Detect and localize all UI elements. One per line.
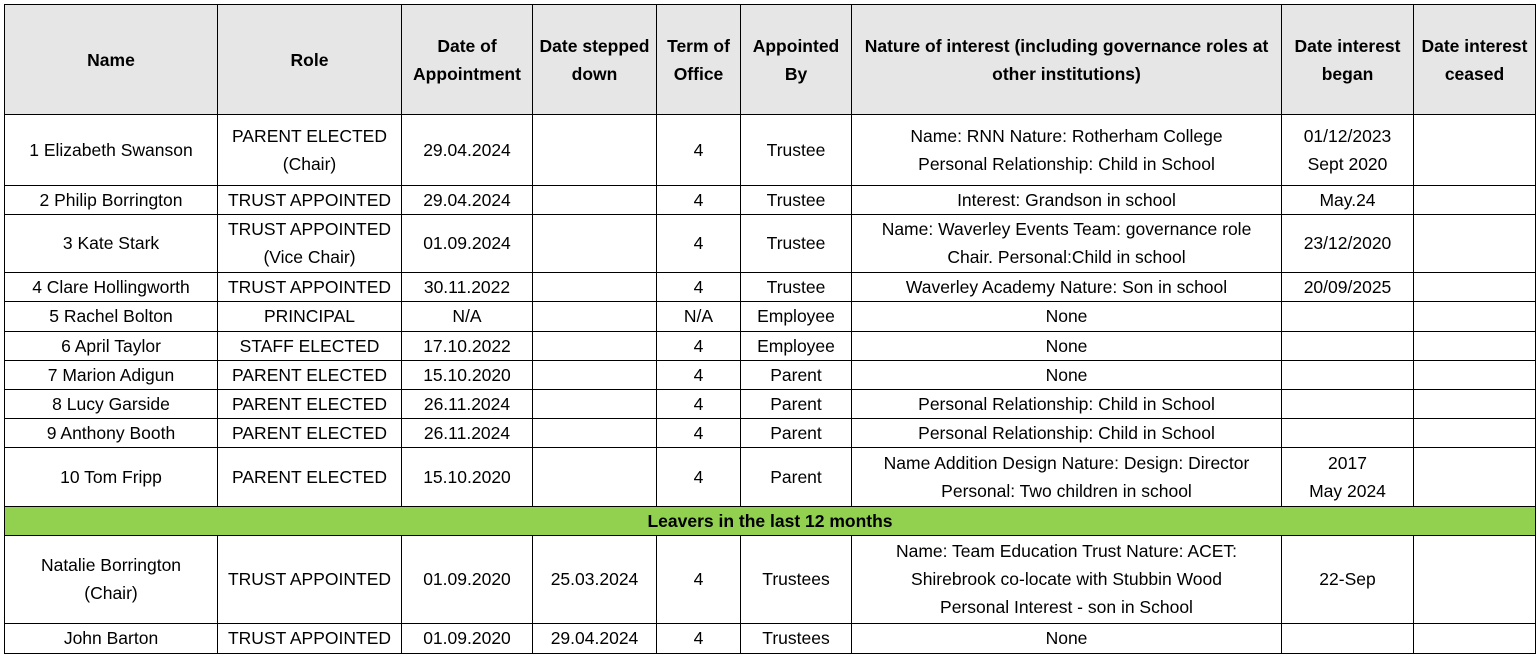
name-cell: 2 Philip Borrington — [5, 185, 218, 214]
leavers-body — [5, 536, 1536, 654]
table-row — [5, 185, 1536, 214]
date-interest-began-cell: 23/12/2020 — [1282, 214, 1414, 272]
date-of-appointment-cell: 01.09.2020 — [402, 536, 533, 624]
table-row — [5, 360, 1536, 389]
date-stepped-down-cell — [533, 360, 657, 389]
appointed-by-cell: Trustee — [741, 115, 852, 186]
date-stepped-down-cell — [533, 273, 657, 302]
role-cell: PRINCIPAL — [218, 302, 402, 331]
table-row — [5, 536, 1536, 624]
date-stepped-down-cell — [533, 448, 657, 507]
role-cell: PARENT ELECTED — [218, 448, 402, 507]
governors-interest-table — [4, 4, 1536, 654]
date-of-appointment-cell: 29.04.2024 — [402, 185, 533, 214]
role-cell: PARENT ELECTED — [218, 419, 402, 448]
appointed-by-cell: Employee — [741, 331, 852, 360]
nature-of-interest-cell: Personal Relationship: Child in School — [852, 419, 1282, 448]
appointed-by-cell: Trustee — [741, 214, 852, 272]
appointed-by-cell: Parent — [741, 448, 852, 507]
members-body — [5, 115, 1536, 507]
appointed-by-cell: Employee — [741, 302, 852, 331]
name-cell: 5 Rachel Bolton — [5, 302, 218, 331]
date-interest-began-cell — [1282, 389, 1414, 418]
header-row — [5, 5, 1536, 115]
table-row — [5, 448, 1536, 507]
header-term-of-office: Term of Office — [657, 5, 741, 115]
term-of-office-cell: N/A — [657, 302, 741, 331]
table-row — [5, 419, 1536, 448]
date-interest-ceased-cell — [1414, 302, 1536, 331]
name-cell: 4 Clare Hollingworth — [5, 273, 218, 302]
date-stepped-down-cell — [533, 214, 657, 272]
name-cell: 9 Anthony Booth — [5, 419, 218, 448]
name-cell: 10 Tom Fripp — [5, 448, 218, 507]
date-interest-began-cell: 20/09/2025 — [1282, 273, 1414, 302]
nature-of-interest-cell: Waverley Academy Nature: Son in school — [852, 273, 1282, 302]
date-interest-ceased-cell — [1414, 115, 1536, 186]
term-of-office-cell: 4 — [657, 448, 741, 507]
name-cell: 3 Kate Stark — [5, 214, 218, 272]
appointed-by-cell: Parent — [741, 389, 852, 418]
nature-of-interest-cell: None — [852, 302, 1282, 331]
date-stepped-down-cell — [533, 185, 657, 214]
date-interest-ceased-cell — [1414, 448, 1536, 507]
date-of-appointment-cell: 15.10.2020 — [402, 448, 533, 507]
date-interest-began-cell — [1282, 302, 1414, 331]
appointed-by-cell: Parent — [741, 360, 852, 389]
term-of-office-cell: 4 — [657, 389, 741, 418]
term-of-office-cell: 4 — [657, 331, 741, 360]
date-stepped-down-cell — [533, 389, 657, 418]
table-row — [5, 623, 1536, 653]
appointed-by-cell: Trustees — [741, 536, 852, 624]
date-of-appointment-cell: 01.09.2020 — [402, 623, 533, 653]
date-stepped-down-cell — [533, 331, 657, 360]
header-date-of-appointment: Date of Appointment — [402, 5, 533, 115]
nature-of-interest-cell: Name: Waverley Events Team: governance role Chair. Personal:Child in school — [852, 214, 1282, 272]
date-interest-began-cell: May.24 — [1282, 185, 1414, 214]
role-cell: TRUST APPOINTED — [218, 273, 402, 302]
table-row — [5, 302, 1536, 331]
nature-of-interest-cell: Interest: Grandson in school — [852, 185, 1282, 214]
nature-of-interest-cell: None — [852, 331, 1282, 360]
name-cell: 7 Marion Adigun — [5, 360, 218, 389]
term-of-office-cell: 4 — [657, 115, 741, 186]
table-row — [5, 115, 1536, 186]
header-name: Name — [5, 5, 218, 115]
header-date-interest-ceased: Date interest ceased — [1414, 5, 1536, 115]
term-of-office-cell: 4 — [657, 536, 741, 624]
role-cell: PARENT ELECTED — [218, 389, 402, 418]
date-interest-began-cell: 01/12/2023 Sept 2020 — [1282, 115, 1414, 186]
name-cell: John Barton — [5, 623, 218, 653]
term-of-office-cell: 4 — [657, 214, 741, 272]
date-interest-ceased-cell — [1414, 331, 1536, 360]
date-stepped-down-cell: 25.03.2024 — [533, 536, 657, 624]
term-of-office-cell: 4 — [657, 185, 741, 214]
term-of-office-cell: 4 — [657, 623, 741, 653]
role-cell: TRUST APPOINTED — [218, 536, 402, 624]
nature-of-interest-cell: Name Addition Design Nature: Design: Director Personal: Two children in school — [852, 448, 1282, 507]
name-cell: 6 April Taylor — [5, 331, 218, 360]
appointed-by-cell: Parent — [741, 419, 852, 448]
header-appointed-by: Appointed By — [741, 5, 852, 115]
date-interest-ceased-cell — [1414, 360, 1536, 389]
table-row — [5, 331, 1536, 360]
section-row — [5, 506, 1536, 535]
date-interest-ceased-cell — [1414, 623, 1536, 653]
role-cell: PARENT ELECTED — [218, 360, 402, 389]
nature-of-interest-cell: None — [852, 623, 1282, 653]
date-interest-began-cell — [1282, 623, 1414, 653]
date-interest-ceased-cell — [1414, 419, 1536, 448]
table-row — [5, 389, 1536, 418]
date-interest-began-cell — [1282, 360, 1414, 389]
date-interest-ceased-cell — [1414, 389, 1536, 418]
name-cell: 8 Lucy Garside — [5, 389, 218, 418]
date-stepped-down-cell — [533, 419, 657, 448]
nature-of-interest-cell: Name: Team Education Trust Nature: ACET: Shirebrook co-locate with Stubbin Wood Personal Interest - son in School — [852, 536, 1282, 624]
header-date-stepped-down: Date stepped down — [533, 5, 657, 115]
appointed-by-cell: Trustees — [741, 623, 852, 653]
appointed-by-cell: Trustee — [741, 185, 852, 214]
date-interest-began-cell — [1282, 331, 1414, 360]
name-cell: 1 Elizabeth Swanson — [5, 115, 218, 186]
date-of-appointment-cell: 01.09.2024 — [402, 214, 533, 272]
date-stepped-down-cell — [533, 302, 657, 331]
date-interest-ceased-cell — [1414, 273, 1536, 302]
date-of-appointment-cell: 30.11.2022 — [402, 273, 533, 302]
appointed-by-cell: Trustee — [741, 273, 852, 302]
table-row — [5, 273, 1536, 302]
role-cell: PARENT ELECTED (Chair) — [218, 115, 402, 186]
section-label: Leavers in the last 12 months — [5, 506, 1536, 535]
role-cell: STAFF ELECTED — [218, 331, 402, 360]
term-of-office-cell: 4 — [657, 273, 741, 302]
date-of-appointment-cell: 26.11.2024 — [402, 419, 533, 448]
role-cell: TRUST APPOINTED — [218, 623, 402, 653]
date-stepped-down-cell — [533, 115, 657, 186]
date-interest-began-cell: 22-Sep — [1282, 536, 1414, 624]
nature-of-interest-cell: None — [852, 360, 1282, 389]
date-stepped-down-cell: 29.04.2024 — [533, 623, 657, 653]
role-cell: TRUST APPOINTED (Vice Chair) — [218, 214, 402, 272]
header-nature-of-interest: Nature of interest (including governance roles at other institutions) — [852, 5, 1282, 115]
date-of-appointment-cell: 15.10.2020 — [402, 360, 533, 389]
header-date-interest-began: Date interest began — [1282, 5, 1414, 115]
nature-of-interest-cell: Name: RNN Nature: Rotherham College Personal Relationship: Child in School — [852, 115, 1282, 186]
term-of-office-cell: 4 — [657, 360, 741, 389]
date-of-appointment-cell: 26.11.2024 — [402, 389, 533, 418]
date-interest-ceased-cell — [1414, 214, 1536, 272]
date-interest-ceased-cell — [1414, 536, 1536, 624]
date-of-appointment-cell: N/A — [402, 302, 533, 331]
header-role: Role — [218, 5, 402, 115]
date-of-appointment-cell: 17.10.2022 — [402, 331, 533, 360]
date-interest-began-cell: 2017 May 2024 — [1282, 448, 1414, 507]
table-row — [5, 214, 1536, 272]
term-of-office-cell: 4 — [657, 419, 741, 448]
date-of-appointment-cell: 29.04.2024 — [402, 115, 533, 186]
nature-of-interest-cell: Personal Relationship: Child in School — [852, 389, 1282, 418]
date-interest-began-cell — [1282, 419, 1414, 448]
name-cell: Natalie Borrington (Chair) — [5, 536, 218, 624]
date-interest-ceased-cell — [1414, 185, 1536, 214]
role-cell: TRUST APPOINTED — [218, 185, 402, 214]
